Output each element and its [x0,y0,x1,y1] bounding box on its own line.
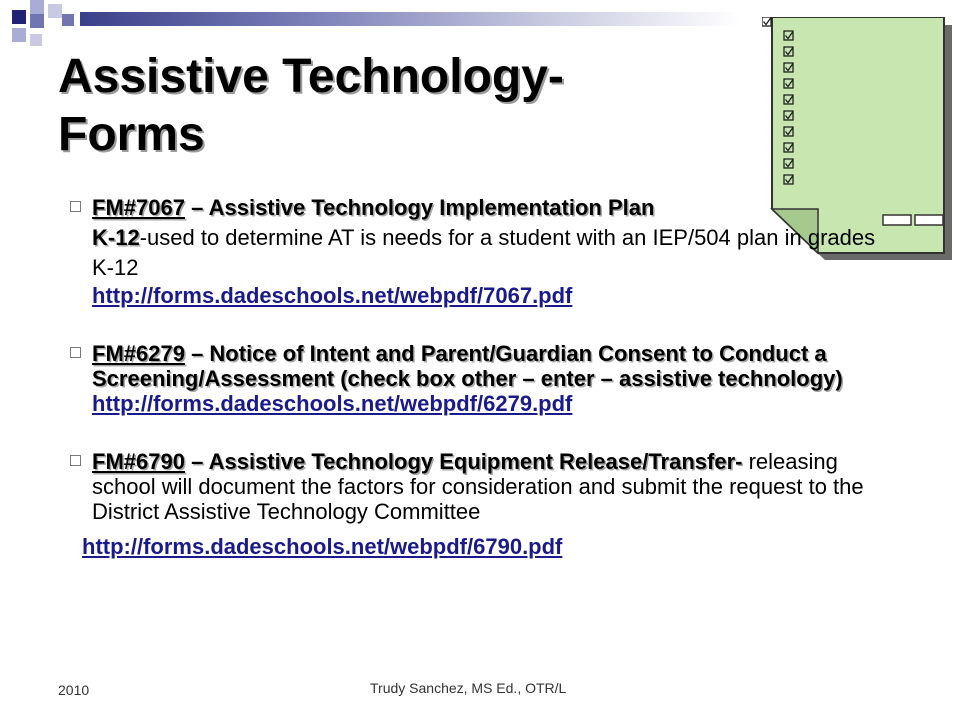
form-list [70,195,890,559]
grade-range: K-12 [92,225,140,250]
form-number-link[interactable]: FM#7067 [92,195,185,220]
form-url-link[interactable]: http://forms.dadeschools.net/webpdf/6790.pdf [82,534,563,559]
form-url-row [92,391,890,416]
form-number-link[interactable]: FM#6279 [92,341,185,366]
list-item [70,449,890,524]
footer-author: Trudy Sanchez, MS Ed., OTR/L [370,680,567,696]
hollow-square-bullet-icon [70,201,81,212]
header-gradient-bar [80,12,740,26]
title-line-2: Forms [58,108,205,161]
list-item [70,195,890,308]
form-url-link[interactable]: http://forms.dadeschools.net/webpdf/6279.pdf [92,391,573,416]
form-title: – Assistive Technology Implementation Plan [184,195,655,220]
list-item [70,341,890,416]
form-description: releasing school will document the factors for consideration and submit the request to the District Assistive Technology Committee [92,449,864,524]
form-title: – Notice of Intent and Parent/Guardian Consent to Conduct a Screening/Assessment (check box other – enter – assistive technology) [92,341,843,391]
form-title: – Assistive Technology Equipment Release/Transfer- [184,449,743,474]
list-item-body [92,223,890,283]
list-item-heading [92,449,890,524]
list-item-heading [92,195,890,220]
form-description: -used to determine AT is needs for a student with an IEP/504 plan in grades K-12 [92,225,876,280]
form-number-link[interactable]: FM#6790 [92,449,185,474]
list-item-heading [92,341,890,391]
page-title [58,48,738,164]
form-url-row [70,534,890,559]
hollow-square-bullet-icon [70,455,81,466]
hollow-square-bullet-icon [70,347,81,358]
footer-year: 2010 [58,682,90,698]
form-url-link[interactable]: http://forms.dadeschools.net/webpdf/7067.pdf [92,283,573,308]
form-url-row [92,283,890,308]
title-line-1: Assistive Technology- [58,50,564,103]
